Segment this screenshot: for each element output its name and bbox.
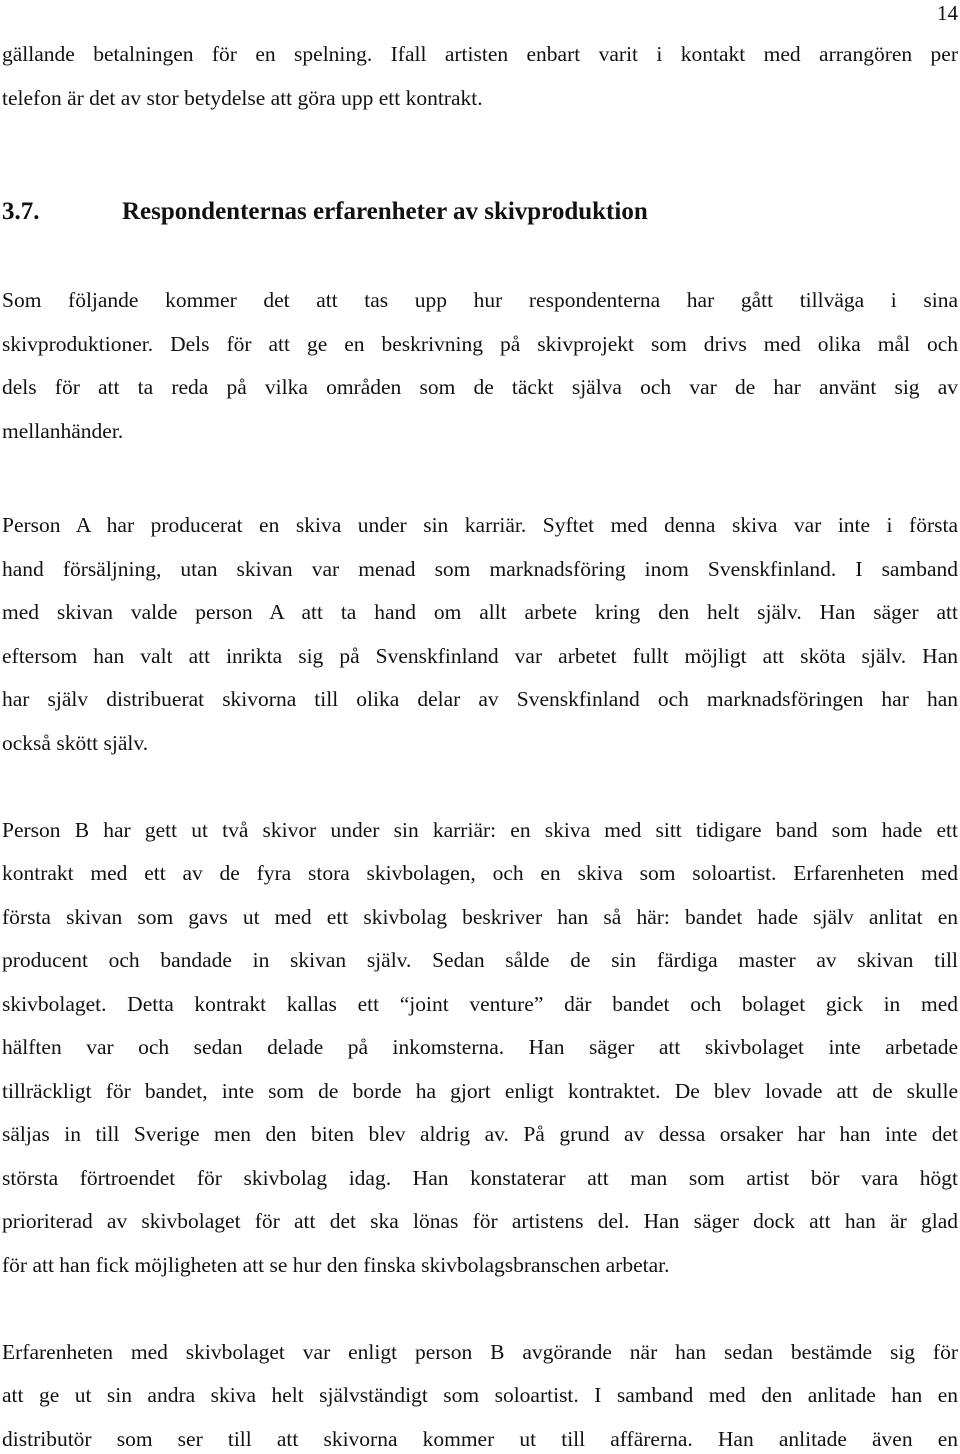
page-number: 14 <box>937 1 958 25</box>
text-line: mellanhänder. <box>2 419 124 443</box>
text-line: största förtroendet för skivbolag idag. Han konstaterar att man som artist bör vara högt <box>2 1166 958 1190</box>
text-line: för att han fick möjligheten att se hur den finska skivbolagsbranschen arbetar. <box>2 1253 670 1277</box>
text-line: med skivan valde person A att ta hand om allt arbete kring den helt själv. Han säger att <box>2 600 958 624</box>
text-line: hand försäljning, utan skivan var menad som marknadsföring inom Svenskfinland. I samband <box>2 557 958 581</box>
section-title: Respondenternas erfarenheter av skivproduktion <box>122 198 648 225</box>
text-line: gällande betalningen för en spelning. Ifall artisten enbart varit i kontakt med arrangören per <box>2 42 958 66</box>
text-line: Person B har gett ut två skivor under sin karriär: en skiva med sitt tidigare band som hade ett <box>2 818 958 842</box>
section-number: 3.7. <box>2 198 40 225</box>
text-line: skivproduktioner. Dels för att ge en beskrivning på skivprojekt som drivs med olika mål och <box>2 332 958 356</box>
section-heading <box>2 197 648 227</box>
text-line: hälften var och sedan delade på inkomsterna. Han säger att skivbolaget inte arbetade <box>2 1035 958 1059</box>
text-line: producent och bandade in skivan själv. Sedan sålde de sin färdiga master av skivan till <box>2 948 958 972</box>
text-line: kontrakt med ett av de fyra stora skivbolagen, och en skiva som soloartist. Erfarenheten med <box>2 861 958 885</box>
text-line: prioriterad av skivbolaget för att det ska lönas för artistens del. Han säger dock att han är glad <box>2 1209 958 1233</box>
text-line: säljas in till Sverige men den biten blev aldrig av. På grund av dessa orsaker har han inte det <box>2 1122 958 1146</box>
text-line: har själv distribuerat skivorna till olika delar av Svenskfinland och marknadsföringen har han <box>2 687 958 711</box>
text-line: också skött själv. <box>2 731 149 755</box>
text-line: eftersom han valt att inrikta sig på Svenskfinland var arbetet fullt möjligt att sköta själv. Han <box>2 644 958 668</box>
text-line: första skivan som gavs ut med ett skivbolag beskriver han så här: bandet hade själv anlitat en <box>2 905 958 929</box>
text-line: Person A har producerat en skiva under sin karriär. Syftet med denna skiva var inte i första <box>2 513 958 537</box>
text-line: att ge ut sin andra skiva helt självständigt som soloartist. I samband med den anlitade han en <box>2 1383 958 1407</box>
text-line: tillräckligt för bandet, inte som de borde ha gjort enligt kontraktet. De blev lovade att de skulle <box>2 1079 958 1103</box>
text-line: telefon är det av stor betydelse att göra upp ett kontrakt. <box>2 86 483 110</box>
text-line: dels för att ta reda på vilka områden som de täckt själva och var de har använt sig av <box>2 375 958 399</box>
text-line: Erfarenheten med skivbolaget var enligt person B avgörande när han sedan bestämde sig för <box>2 1340 958 1364</box>
text-line: skivbolaget. Detta kontrakt kallas ett “joint venture” där bandet och bolaget gick in med <box>2 992 958 1016</box>
text-line: distributör som ser till att skivorna kommer ut till affärerna. Han anlitade även en <box>2 1427 958 1451</box>
text-line: Som följande kommer det att tas upp hur respondenterna har gått tillväga i sina <box>2 288 958 312</box>
